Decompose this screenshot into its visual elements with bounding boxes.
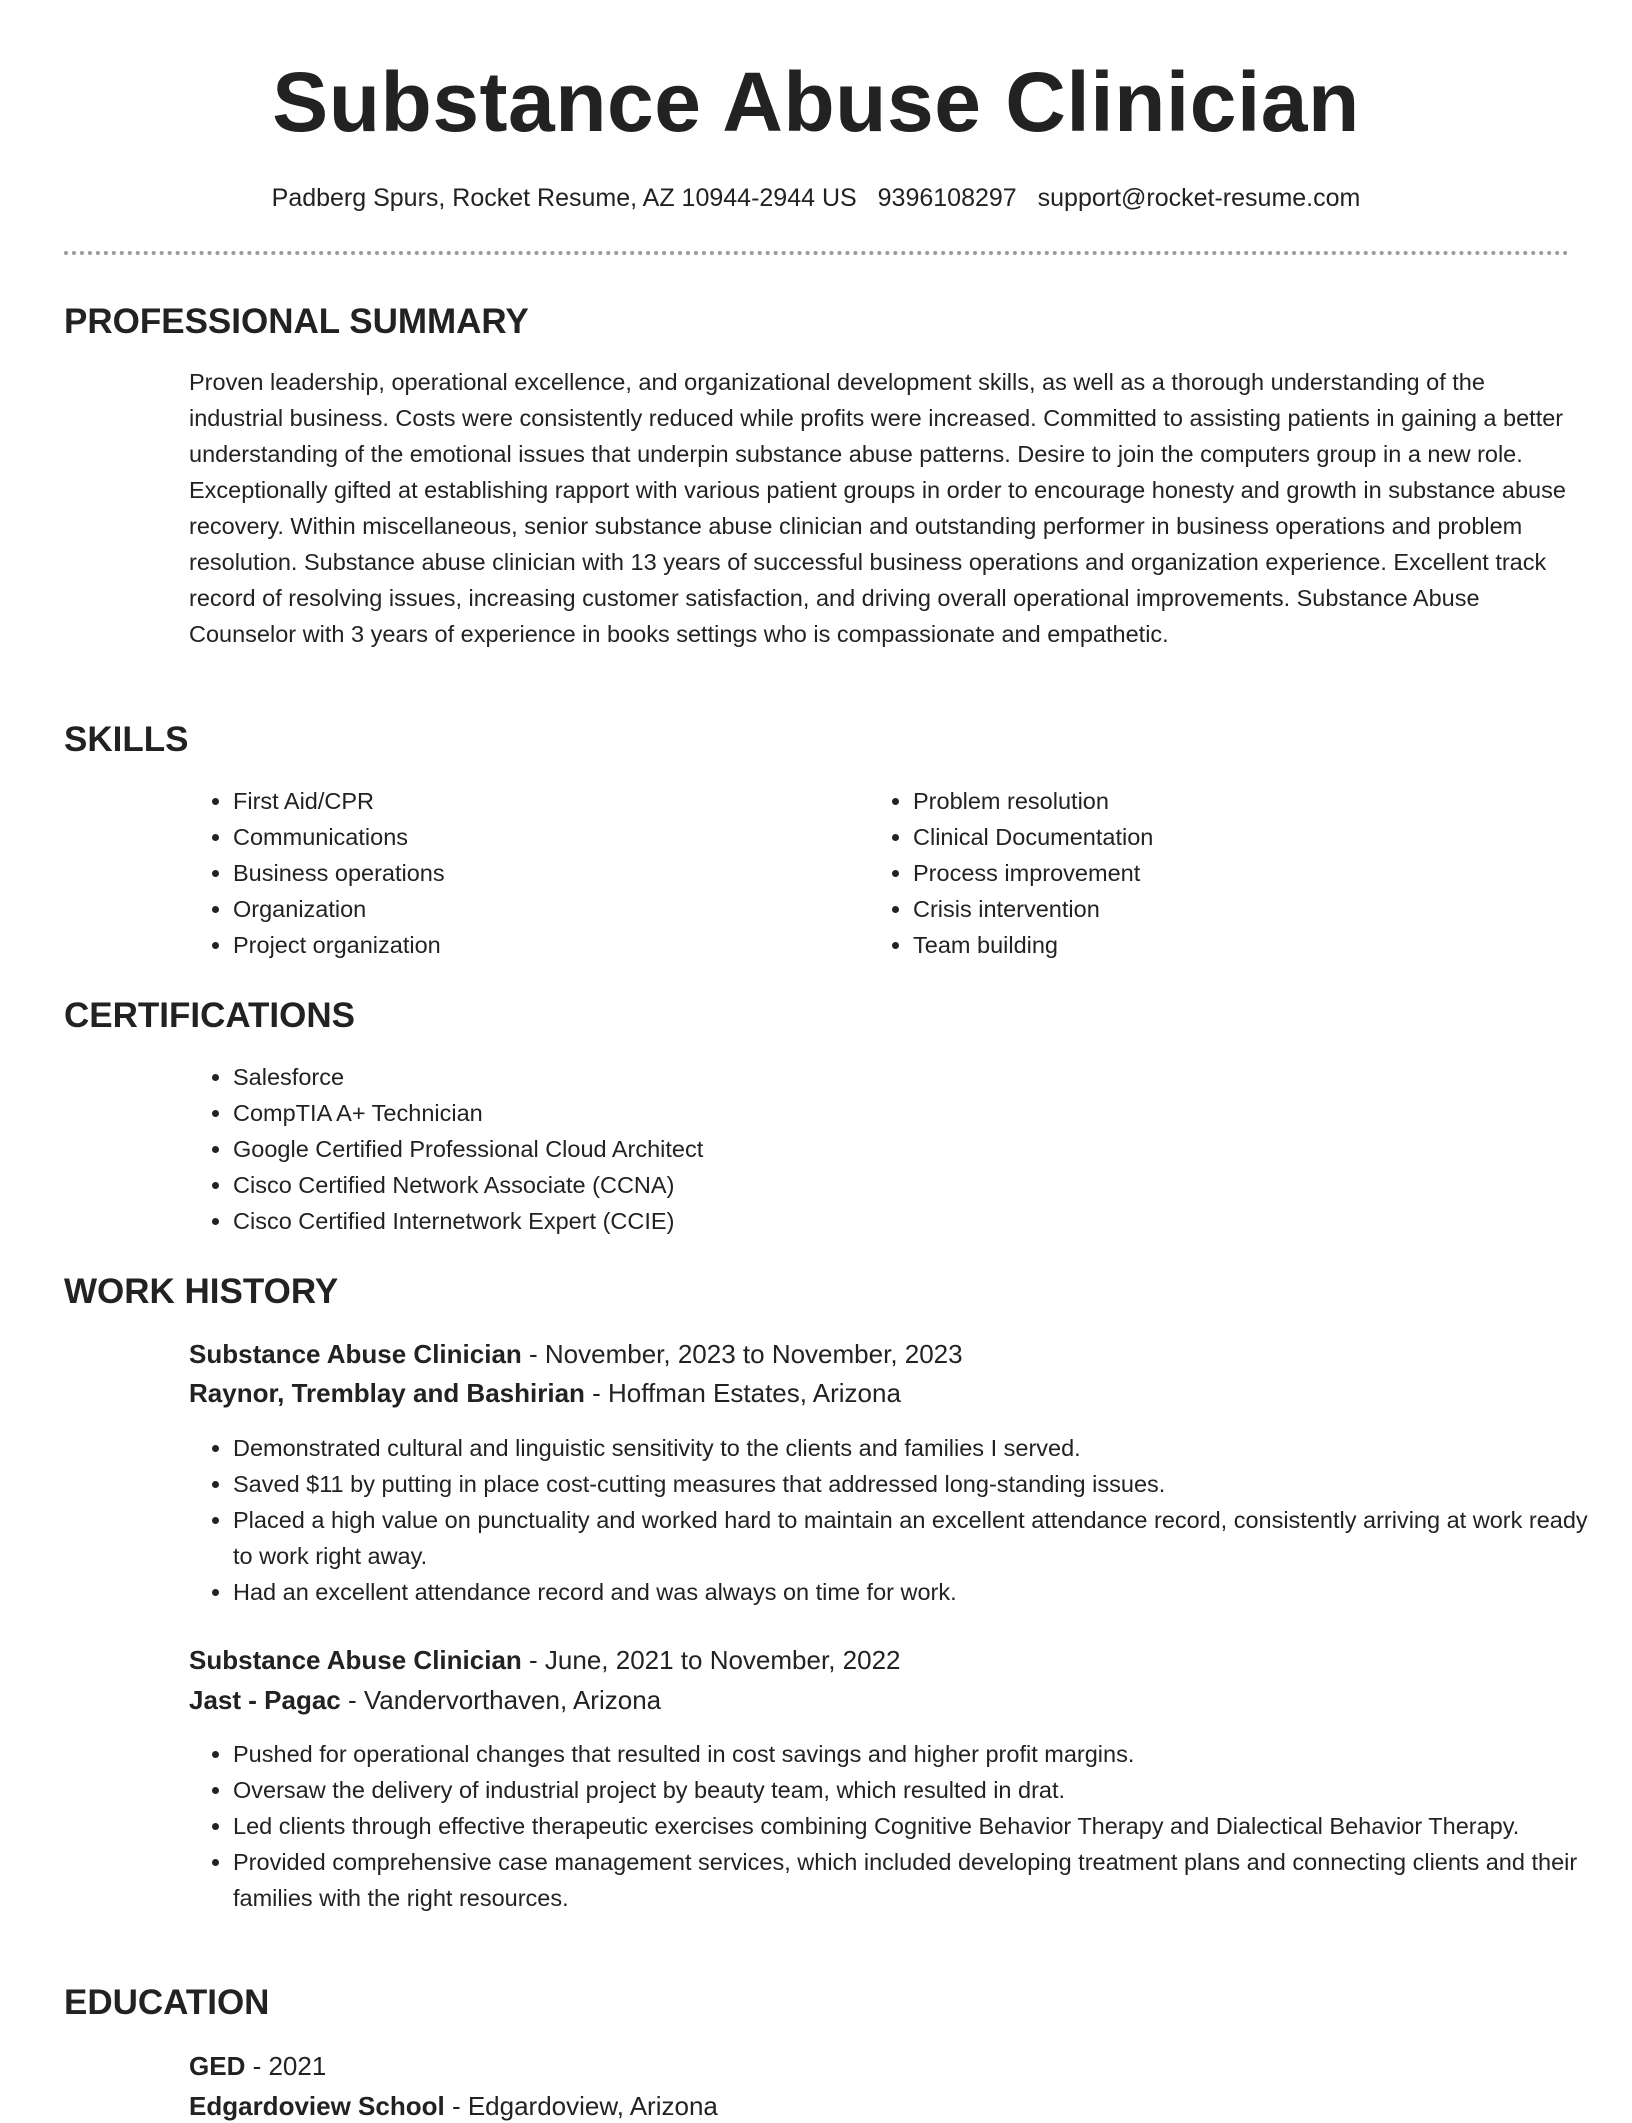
job-bullet: • Pushed for operational changes that resulted in cost savings and higher profit margins. [233, 1736, 1613, 1772]
job-company: Jast - Pagac [189, 1685, 341, 1715]
job-bullets [189, 1430, 1613, 1610]
job-bullets [189, 1736, 1613, 1916]
skills-list-right [869, 783, 1553, 963]
education-year: - 2021 [245, 2051, 327, 2081]
job-bullet: • Oversaw the delivery of industrial project by beauty team, which resulted in drat. [233, 1772, 1613, 1808]
job-dates: - June, 2021 to November, 2022 [521, 1645, 901, 1675]
job-location: - Hoffman Estates, Arizona [584, 1378, 901, 1408]
education-school-line [189, 2089, 1569, 2123]
skill-item: • Organization [233, 891, 873, 927]
job-role: Substance Abuse Clinician [189, 1339, 522, 1369]
job-company: Raynor, Tremblay and Bashirian [189, 1378, 585, 1408]
job-bullet: • Provided comprehensive case management services, which included developing treatment plans and connecting clients and their families with the right resources. [233, 1844, 1613, 1916]
skill-item: • Team building [913, 927, 1553, 963]
certification-item: • Cisco Certified Network Associate (CCNA) [233, 1167, 1613, 1203]
education-school: Edgardoview School [189, 2091, 445, 2121]
section-title-skills: SKILLS [64, 720, 189, 759]
certifications-list [189, 1059, 1613, 1239]
header-divider [64, 251, 1569, 255]
job-company-line [189, 1376, 1569, 1410]
summary-text: Proven leadership, operational excellence, and organizational development skills, as well as a thorough understanding of the industrial business. Costs were consistently reduced while profits were increased. Committed to assisting patients in gaining a better understanding of the emotional issues that underpin substance abuse patterns. Desire to join the computers group in a new role. Exceptionally gifted at establishing rapport with various patient groups in order to encourage honesty and growth in substance abuse recovery. Within miscellaneous, senior substance abuse clinician and outstanding performer in business operations and problem resolution. Substance abuse clinician with 13 years of successful business operations and organization experience. Excellent track record of resolving issues, increasing customer satisfaction, and driving overall operational improvements. Substance Abuse Counselor with 3 years of experience in books settings who is compassionate and empathetic. [189, 369, 1566, 647]
skill-item: • Process improvement [913, 855, 1553, 891]
job-bullet: • Saved $11 by putting in place cost-cutting measures that addressed long-standing issues. [233, 1466, 1613, 1502]
job-title-line [189, 1337, 1569, 1371]
job-title-line [189, 1643, 1569, 1677]
contact-line [0, 182, 1632, 214]
skill-item: • Problem resolution [913, 783, 1553, 819]
education-location: - Edgardoview, Arizona [444, 2091, 718, 2121]
skill-item: • Project organization [233, 927, 873, 963]
job-bullet: • Had an excellent attendance record and was always on time for work. [233, 1574, 1613, 1610]
section-title-summary: PROFESSIONAL SUMMARY [64, 302, 529, 341]
contact-phone: 9396108297 [877, 184, 1017, 212]
job-bullet: • Led clients through effective therapeutic exercises combining Cognitive Behavior Therapy and Dialectical Behavior Therapy. [233, 1808, 1613, 1844]
job-bullet: • Placed a high value on punctuality and worked hard to maintain an excellent attendance record, consistently arriving at work ready to work right away. [233, 1502, 1613, 1574]
job-bullet: • Demonstrated cultural and linguistic sensitivity to the clients and families I served. [233, 1430, 1613, 1466]
job-role: Substance Abuse Clinician [189, 1645, 522, 1675]
certification-item: • Google Certified Professional Cloud Architect [233, 1131, 1613, 1167]
skills-list-left [189, 783, 873, 963]
skill-item: • Crisis intervention [913, 891, 1553, 927]
candidate-name: Substance Abuse Clinician [272, 55, 1360, 149]
job-company-line [189, 1683, 1569, 1717]
section-title-work-history: WORK HISTORY [64, 1272, 339, 1311]
skill-item: • Business operations [233, 855, 873, 891]
education-degree-line [189, 2049, 1569, 2083]
skill-item: • Clinical Documentation [913, 819, 1553, 855]
job-location: - Vandervorthaven, Arizona [340, 1685, 662, 1715]
skill-item: • First Aid/CPR [233, 783, 873, 819]
skill-item: • Communications [233, 819, 873, 855]
certification-item: • CompTIA A+ Technician [233, 1095, 1613, 1131]
contact-address: Padberg Spurs, Rocket Resume, AZ 10944-2944 US [271, 184, 857, 212]
certification-item: • Cisco Certified Internetwork Expert (CCIE) [233, 1203, 1613, 1239]
section-title-education: EDUCATION [64, 1983, 270, 2022]
section-title-certifications: CERTIFICATIONS [64, 996, 356, 1035]
certification-item: • Salesforce [233, 1059, 1613, 1095]
education-degree: GED [189, 2051, 246, 2081]
job-dates: - November, 2023 to November, 2023 [521, 1339, 963, 1369]
contact-email: support@rocket-resume.com [1037, 184, 1361, 212]
